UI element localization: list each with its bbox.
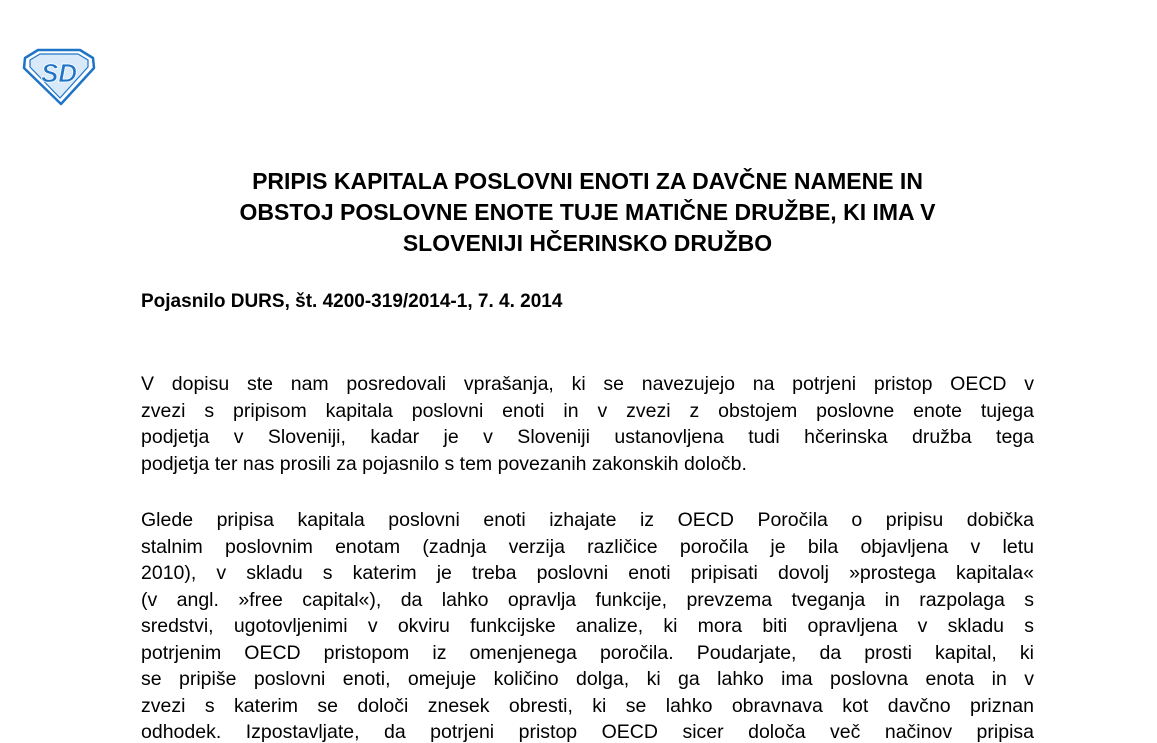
paragraph-1 [141,371,1034,477]
text-line: potrjenim OECD pristopom iz omenjenega poročila. Poudarjate, da prosti kapital, ki [141,641,1034,664]
text-line: stalnim poslovnim enotam (zadnja verzija različice poročila je bila objavljena v letu [141,535,1034,558]
text-line: odhodek. Izpostavljate, da potrjeni pristop OECD sicer določa več načinov pripisa [141,721,1034,743]
title-line: SLOVENIJI HČERINSKO DRUŽBO [402,230,773,256]
shield-logo-icon [22,48,96,106]
text-line: (v angl. »free capital«), da lahko opravlja funkcije, prevzema tveganja in razpolaga s [141,588,1034,611]
paragraph-2 [141,507,1034,743]
text-line: V dopisu ste nam posredovali vprašanja, ki se navezujejo na potrjeni pristop OECD v [141,373,1034,395]
text-line: 2010), v skladu s katerim je treba poslovni enoti pripisati dovolj »prostega kapitala« [141,562,1034,584]
text-line: podjetja v Sloveniji, kadar je v Sloveniji ustanovljena tudi hčerinska družba tega [141,426,1034,448]
text-line: podjetja ter nas prosili za pojasnilo s tem povezanih zakonskih določb. [141,452,747,475]
text-line: sredstvi, ugotovljenimi v okviru funkcijske analize, ki mora biti opravljena v skladu s [141,615,1034,637]
document-reference: Pojasnilo DURS, št. 4200-319/2014-1, 7. 4. 2014 [141,291,563,312]
text-line: Glede pripisa kapitala poslovni enoti izhajate iz OECD Poročila o pripisu dobička [141,509,1034,531]
text-line: zvezi s katerim se določi znesek obresti, ki se lahko obravnava kot davčno priznan [141,694,1034,717]
sd-logo [22,48,96,106]
title-line: OBSTOJ POSLOVNE ENOTE TUJE MATIČNE DRUŽBE, KI IMA V [239,199,936,225]
text-line: zvezi s pripisom kapitala poslovni enoti in v zvezi z obstojem poslovne enote tujega [141,399,1034,422]
document-title [140,166,1035,259]
logo-text: SD [40,58,78,88]
text-line: se pripiše poslovni enoti, omejuje količino dolga, ki ga lahko ima poslovna enota in v [141,668,1034,690]
title-line: PRIPIS KAPITALA POSLOVNI ENOTI ZA DAVČNE NAMENE IN [252,168,923,194]
